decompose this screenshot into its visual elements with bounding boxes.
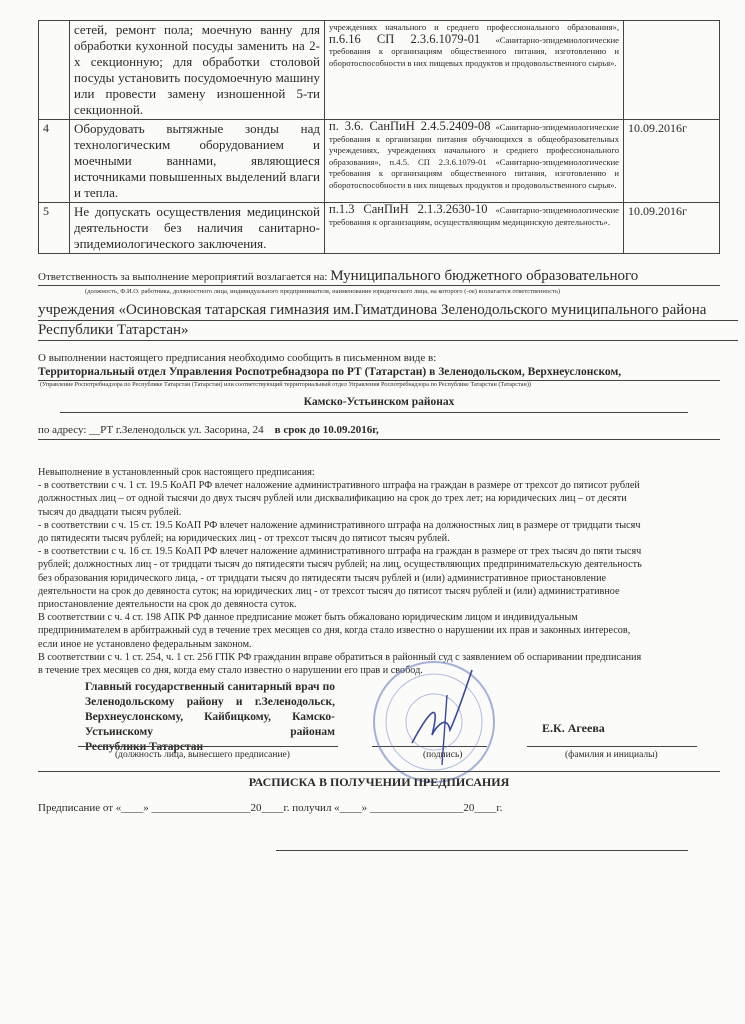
consequence-line: деятельности на срок до девяноста суток; на юридических лиц - от трехсот тысяч до пятисот тысяч рублей и (или) административное (38, 585, 620, 597)
report-intro: О выполнении настоящего предписания необходимо сообщить в письменном виде в: (38, 352, 437, 364)
table-row (39, 21, 720, 120)
ref-pre: учреждениях начального и среднего профессионального образования», (329, 22, 619, 32)
consequence-line: в течение трех месяцев со дня, когда ему стало известно о нарушении его прав и свобод. (38, 665, 423, 677)
consequence-line: должностных лиц – от одной тысячи до двух тысяч рублей или дисквалификацию на срок до трех лет; на юридических лиц – от десяти (38, 493, 627, 505)
consequence-line: - в соответствии с ч. 15 ст. 19.5 КоАП РФ влечет наложение административного штрафа на должностных лиц в размере от тридцати тысяч (38, 519, 641, 531)
signer-name: Е.К. Агеева (542, 721, 605, 735)
address-value: РТ г.Зеленодольск ул. Засорина, 24 (100, 424, 264, 436)
signer-position-last: Республики Татарстан (85, 741, 204, 753)
row-measure: сетей, ремонт пола; моечную ванну для обработки кухонной посуды заменить на 2-х секционную; для обработки столовой посуды установить посудомоечную машину или провести замену изношенной 5-ти секционной. (70, 21, 325, 120)
row-reference (325, 120, 624, 203)
row-number (39, 21, 70, 120)
row-measure: Оборудовать вытяжные зонды над технологическим оборудованием и моечными ваннами, являющиеся источниками повышенных выделений влаги и тепла. (70, 120, 325, 203)
row-number: 5 (39, 203, 70, 254)
report-hint: (Управление Роспотребнадзора по Республике Татарстан (Татарстан) или соответствующий территориальный отдел Управления Роспотребнадзора по Республике Татарстан (Татарстан)) (40, 381, 531, 388)
consequence-line: - в соответствии с ч. 1 ст. 19.5 КоАП РФ влечет наложение административного штрафа на граждан в размере от трехсот до пятисот рублей (38, 480, 640, 492)
row-deadline: 10.09.2016г (624, 203, 720, 254)
responsibility-value: Муниципального бюджетного образовательного (330, 268, 639, 284)
table-row (39, 120, 720, 203)
official-stamp-with-signature (372, 655, 502, 790)
responsibility-value-2: учреждения «Осиновская татарская гимназия им.Гиматдинова Зеленодольского муниципального района (38, 302, 707, 318)
signature-hint: (подпись) (423, 750, 463, 760)
row-deadline: 10.09.2016г (624, 120, 720, 203)
consequence-line: если иное не установлено федеральным законом. (38, 638, 252, 650)
responsibility-label: Ответственность за выполнение мероприятий возлагается на: (38, 271, 331, 283)
report-org: Территориальный отдел Управления Роспотребнадзора по РТ (Татарстан) в Зеленодольском, Верхнеуслонском, (38, 366, 622, 378)
consequence-line: В соответствии с ч. 1 ст. 254, ч. 1 ст. 256 ГПК РФ гражданин вправе обратиться в районный суд с заявлением об оспаривании предписания (38, 651, 642, 663)
row-measure: Не допускать осуществления медицинской деятельности без наличия санитарно-эпидемиологического заключения. (70, 203, 325, 254)
measures-table (38, 20, 720, 254)
address-label: по адресу: __ (38, 424, 101, 436)
consequence-line: предпринимателем в арбитражный суд в течение трех месяцев со дня, когда стало известно о нарушении их прав и законных интересов, (38, 625, 631, 637)
report-address-line (38, 424, 379, 436)
row-number: 4 (39, 120, 70, 203)
table-row (39, 203, 720, 254)
ref-main: п.6.16 СП 2.3.6.1079-01 (329, 31, 481, 46)
consequence-line: без образования юридического лица, - от тридцати тысяч до пятидесяти тысяч рублей и (или) административное приостановление (38, 572, 607, 584)
receipt-line: Предписание от «____» __________________20____г. получил «____» _________________20____г. (38, 802, 503, 814)
receipt-title: РАСПИСКА В ПОЛУЧЕНИИ ПРЕДПИСАНИЯ (248, 775, 510, 789)
consequence-line: В соответствии с ч. 4 ст. 198 АПК РФ данное предписание может быть обжаловано юридическим лицом и индивидуальным (38, 612, 578, 624)
ref-post: «Санитарно-эпидемиологические требования к организациям общественного питания, изготовлению и оборотоспособности в них пищевых продуктов и продовольственного сырья». (329, 34, 619, 68)
deadline-value: в срок до 10.09.2016г, (274, 424, 379, 436)
consequence-line: Невыполнение в установленный срок настоящего предписания: (38, 467, 315, 478)
responsibility-value-3: Республики Татарстан» (38, 322, 189, 338)
consequences-text (38, 466, 738, 677)
consequence-line: - в соответствии с ч. 16 ст. 19.5 КоАП РФ влечет наложение административного штрафа на граждан в размере от трех тысяч до пяти тысяч (38, 546, 642, 558)
consequence-line: рублей; должностных лиц - от тридцати тысяч до пятидесяти тысяч рублей; на лиц, осуществляющих предпринимательскую деятельность (38, 559, 642, 571)
consequence-line: приостановление деятельности на срок до девяноста суток. (38, 599, 297, 611)
consequence-line: до пятидесяти тысяч рублей; на юридических лиц - от трехсот тысяч до пятисот тысяч рублей. (38, 533, 450, 545)
ref-post: «Санитарно-эпидемиологические требования к организации питания обучающихся в общеобразовательных учреждениях, учреждениях начального и среднего профессионального образования», п.4.5. СП 2.3.6.1079-01 «Санитарно-эпидемиологические требования к организациям общественного питания, изготовлению и оборотоспособности в них пищевых продуктов и продовольственного сырья». (329, 122, 619, 190)
position-hint: (должность лица, вынесшего предписание) (115, 750, 290, 760)
responsibility-hint: (должность, Ф.И.О. работника, должностного лица, индивидуального предпринимателя, наименование юридического лица, на которого (-ое) возлагается ответственность) (85, 288, 561, 295)
name-hint: (фамилия и инициалы) (565, 750, 658, 760)
ref-main: п.1.3 СанПиН 2.1.3.2630-10 (329, 202, 488, 216)
ref-main: п. 3.6. СанПиН 2.4.5.2409-08 (329, 119, 491, 133)
row-deadline (624, 21, 720, 120)
row-reference (325, 21, 624, 120)
ref-post: «Санитарно-эпидемиологические требования к организациям, осуществляющим медицинскую деятельность». (329, 205, 619, 227)
consequence-line: тысяч до двадцати тысяч рублей. (38, 506, 182, 518)
signer-position-text: Главный государственный санитарный врач по Зеленодольскому району и г.Зеленодольск, Верхнеуслонскому, Кайбицкому, Камско-Устьинскому районам (85, 681, 335, 738)
signer-position (85, 680, 335, 755)
row-reference (325, 203, 624, 254)
report-org-2: Камско-Устьинском районах (303, 396, 455, 408)
responsibility-line (38, 268, 638, 285)
